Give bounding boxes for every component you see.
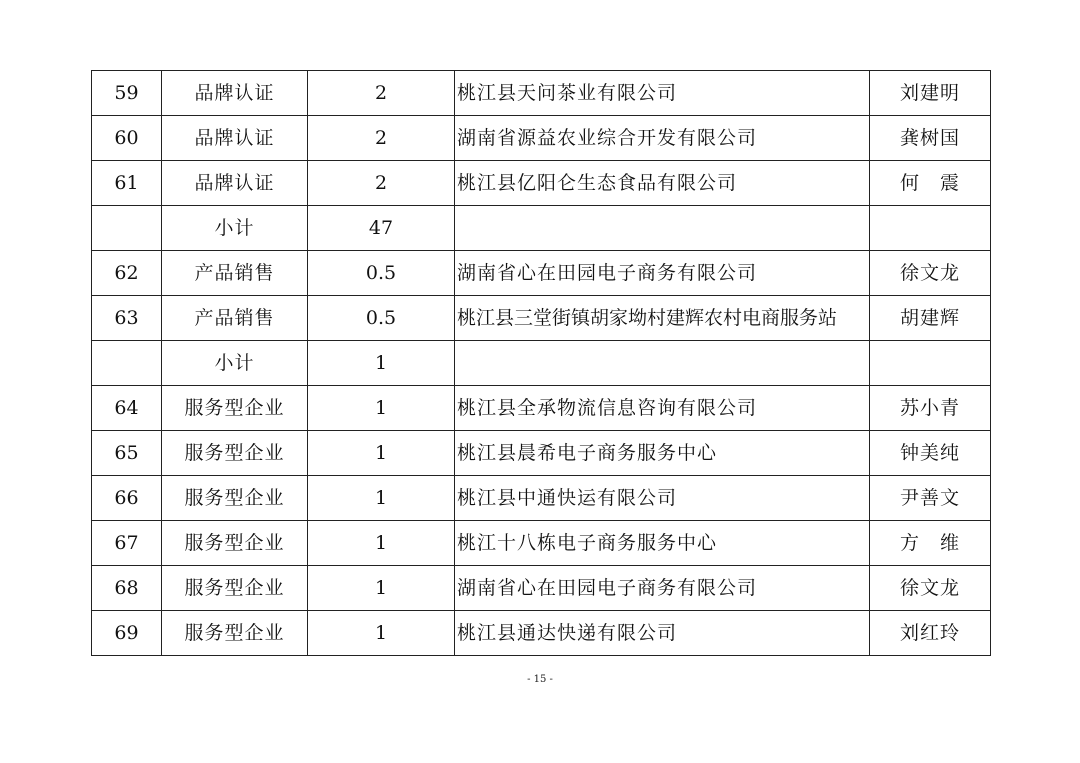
- row-number: 69: [92, 611, 162, 656]
- company-cell: 桃江县晨希电子商务服务中心: [455, 431, 870, 476]
- row-number: [92, 206, 162, 251]
- person-cell: [870, 341, 991, 386]
- table-row: [92, 611, 991, 656]
- person-cell: 何 震: [870, 161, 991, 206]
- category-cell: 服务型企业: [162, 386, 308, 431]
- amount-cell: 1: [308, 431, 455, 476]
- subtotal-amount: 47: [308, 206, 455, 251]
- amount-cell: 1: [308, 611, 455, 656]
- company-cell: 桃江县中通快运有限公司: [455, 476, 870, 521]
- company-cell: 桃江县通达快递有限公司: [455, 611, 870, 656]
- company-cell: 桃江县三堂街镇胡家坳村建辉农村电商服务站: [455, 296, 870, 341]
- category-cell: 服务型企业: [162, 611, 308, 656]
- subtotal-row: [92, 341, 991, 386]
- company-cell: 桃江十八栋电子商务服务中心: [455, 521, 870, 566]
- company-cell: 桃江县亿阳仑生态食品有限公司: [455, 161, 870, 206]
- person-cell: 胡建辉: [870, 296, 991, 341]
- amount-cell: 0.5: [308, 296, 455, 341]
- amount-cell: 2: [308, 161, 455, 206]
- person-cell: 刘红玲: [870, 611, 991, 656]
- company-cell: 桃江县全承物流信息咨询有限公司: [455, 386, 870, 431]
- person-cell: 刘建明: [870, 71, 991, 116]
- row-number: 64: [92, 386, 162, 431]
- subtotal-row: [92, 206, 991, 251]
- person-cell: 徐文龙: [870, 566, 991, 611]
- category-cell: 品牌认证: [162, 161, 308, 206]
- row-number: 66: [92, 476, 162, 521]
- table-row: [92, 431, 991, 476]
- category-cell: 服务型企业: [162, 566, 308, 611]
- person-cell: 钟美纯: [870, 431, 991, 476]
- row-number: 63: [92, 296, 162, 341]
- table-row: [92, 71, 991, 116]
- page-number: - 15 -: [527, 674, 553, 685]
- row-number: 60: [92, 116, 162, 161]
- amount-cell: 1: [308, 386, 455, 431]
- amount-cell: 1: [308, 566, 455, 611]
- row-number: 61: [92, 161, 162, 206]
- company-cell: [455, 341, 870, 386]
- row-number: 65: [92, 431, 162, 476]
- category-cell: 服务型企业: [162, 431, 308, 476]
- company-cell: 桃江县天问茶业有限公司: [455, 71, 870, 116]
- row-number: 59: [92, 71, 162, 116]
- table-row: [92, 476, 991, 521]
- row-number: 67: [92, 521, 162, 566]
- category-cell: 产品销售: [162, 296, 308, 341]
- company-cell: [455, 206, 870, 251]
- table-row: [92, 386, 991, 431]
- person-cell: [870, 206, 991, 251]
- category-cell: 服务型企业: [162, 476, 308, 521]
- subtotal-label: 小计: [162, 206, 308, 251]
- amount-cell: 1: [308, 521, 455, 566]
- row-number: 68: [92, 566, 162, 611]
- data-table: [91, 70, 991, 656]
- row-number: [92, 341, 162, 386]
- table-row: [92, 161, 991, 206]
- table-row: [92, 116, 991, 161]
- company-cell: 湖南省源益农业综合开发有限公司: [455, 116, 870, 161]
- subtotal-label: 小计: [162, 341, 308, 386]
- row-number: 62: [92, 251, 162, 296]
- category-cell: 服务型企业: [162, 521, 308, 566]
- amount-cell: 1: [308, 476, 455, 521]
- table-row: [92, 251, 991, 296]
- company-cell: 湖南省心在田园电子商务有限公司: [455, 251, 870, 296]
- amount-cell: 0.5: [308, 251, 455, 296]
- category-cell: 品牌认证: [162, 71, 308, 116]
- person-cell: 龚树国: [870, 116, 991, 161]
- table-row: [92, 296, 991, 341]
- category-cell: 产品销售: [162, 251, 308, 296]
- person-cell: 徐文龙: [870, 251, 991, 296]
- company-cell: 湖南省心在田园电子商务有限公司: [455, 566, 870, 611]
- category-cell: 品牌认证: [162, 116, 308, 161]
- table-row: [92, 521, 991, 566]
- subtotal-amount: 1: [308, 341, 455, 386]
- amount-cell: 2: [308, 71, 455, 116]
- amount-cell: 2: [308, 116, 455, 161]
- person-cell: 尹善文: [870, 476, 991, 521]
- table-row: [92, 566, 991, 611]
- person-cell: 方 维: [870, 521, 991, 566]
- person-cell: 苏小青: [870, 386, 991, 431]
